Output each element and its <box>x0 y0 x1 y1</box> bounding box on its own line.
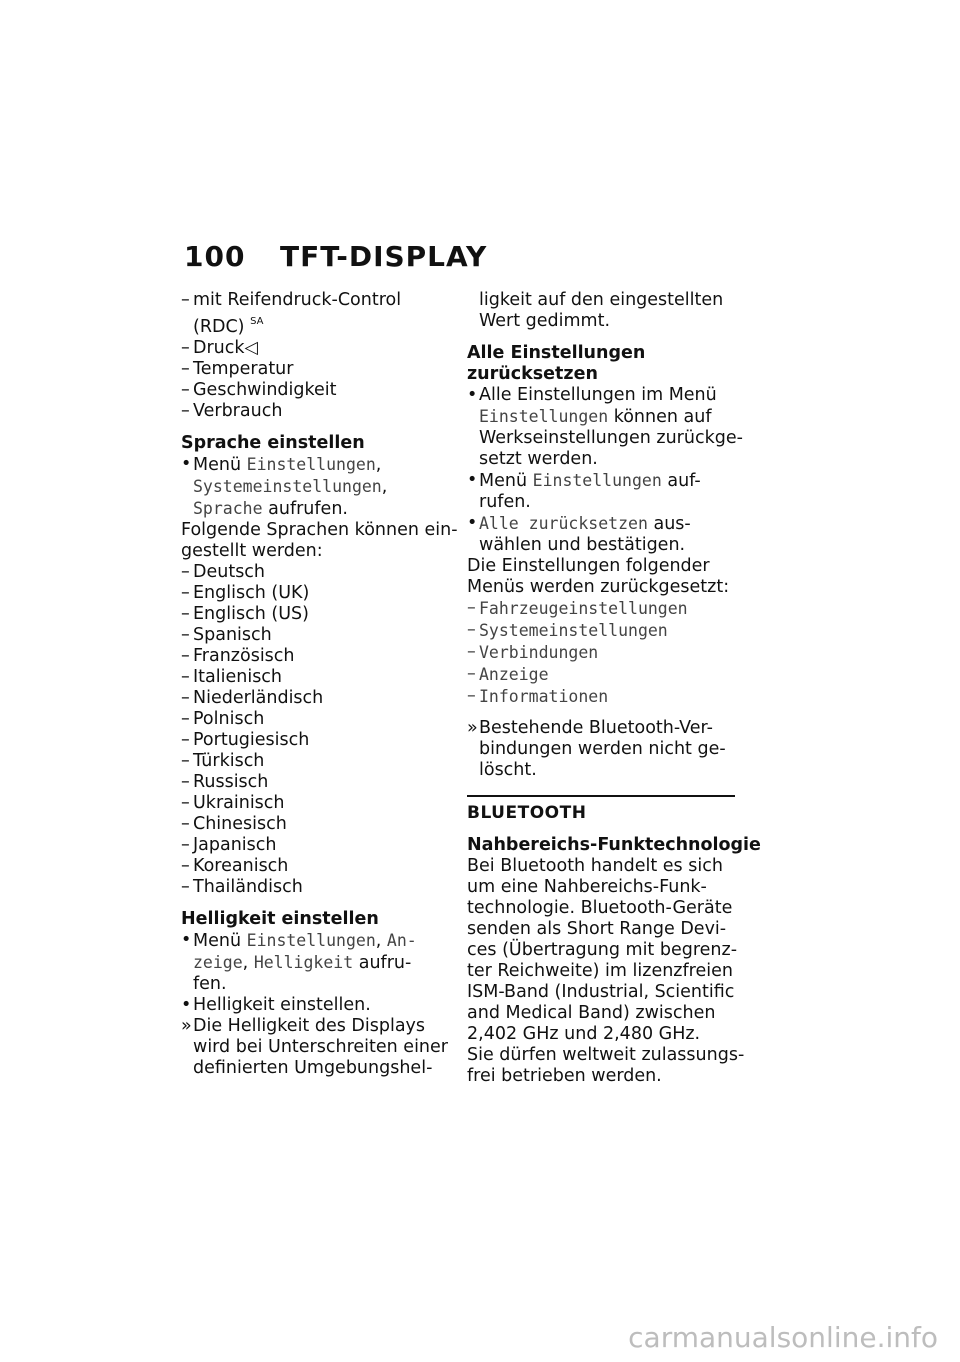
bluetooth-chapter-title: BLUETOOTH <box>467 803 587 823</box>
list-item: – Temperatur <box>181 359 453 380</box>
language-item: – Koreanisch <box>181 856 453 877</box>
paragraph-line: Sie dürfen weltweit zulassungs- <box>467 1045 745 1065</box>
bluetooth-heading: Nahbereichs-Funktechnologie <box>467 835 761 855</box>
reset-menu-item: – Fahrzeugeinstellungen <box>467 598 739 620</box>
language-item: – Chinesisch <box>181 814 453 835</box>
menu-path: Einstellungen <box>246 455 376 474</box>
menu-path: Systemeinstellungen <box>193 477 382 496</box>
menu-path: An- <box>386 931 417 950</box>
sa-marker: SA <box>250 316 264 327</box>
list-item-rdc: – mit Reifendruck-Control <box>181 290 453 311</box>
paragraph-line: ter Reichweite) im lizenzfreien <box>467 961 733 981</box>
reset-step-1: • Alle Einstellungen im Menü <box>467 385 739 406</box>
paragraph-line: and Medical Band) zwischen <box>467 1003 716 1023</box>
paragraph-line: senden als Short Range Devi- <box>467 919 727 939</box>
brightness-step: • Menü Einstellungen, An- <box>181 930 453 952</box>
reset-result: » Bestehende Bluetooth-Ver- <box>467 718 739 739</box>
language-step: • Menü Einstellungen, <box>181 454 453 476</box>
brightness-heading: Helligkeit einstellen <box>181 909 379 929</box>
language-item: – Polnisch <box>181 709 453 730</box>
paragraph-line: ces (Übertragung mit begrenz- <box>467 940 738 960</box>
language-item: – Deutsch <box>181 562 453 583</box>
reset-menu-item: – Systemeinstellungen <box>467 620 739 642</box>
reset-menu-item: – Verbindungen <box>467 642 739 664</box>
paragraph-line: ISM-Band (Industrial, Scientific <box>467 982 735 1002</box>
reset-menu-item: – Anzeige <box>467 664 739 686</box>
right-column: ligkeit auf den eingestellten Wert gedimmt. Alle Einstellungen zurücksetzen • Alle Einstellungen im Menü Einstellungen können auf Werkseinstellungen zurückge- setzt werden. • Menü Einstellungen auf- rufen. • Alle zurücksetzen aus- wählen und bestätigen. Die Einstellungen folgender Menüs werden zurückgesetzt: – Fahrzeugeinstellungen – Systemeinstellungen – Verbindungen – Anzeige – Informationen » Bestehende Bluetooth-Ver- bindungen werden nicht ge- löscht. BLUETOOTH Nahbereichs-Funktechnologie Bei Bluetooth handelt es sich um eine Nahbereichs-Funk- technologie. Bluetooth-Geräte senden als Short Range Devi- ces (Übertragung mit begrenz- ter Reichweite) im lizenzfreien ISM-Band (Industrial, Scientific and Medical Band) zwischen 2,402 GHz und 2,480 GHz. Sie dürfen weltweit zulassungs- frei betrieben werden. <box>467 290 739 1087</box>
language-item: – Ukrainisch <box>181 793 453 814</box>
language-item: – Spanisch <box>181 625 453 646</box>
language-heading: Sprache einstellen <box>181 433 365 453</box>
chapter-divider <box>467 795 735 797</box>
language-item: – Japanisch <box>181 835 453 856</box>
language-item: – Türkisch <box>181 751 453 772</box>
brightness-result-cont: ligkeit auf den eingestellten <box>479 290 724 310</box>
reset-step-2: • Menü Einstellungen auf- <box>467 470 739 492</box>
language-item: – Englisch (UK) <box>181 583 453 604</box>
reset-heading-2: zurücksetzen <box>467 364 598 384</box>
reset-heading: Alle Einstellungen <box>467 343 646 363</box>
menu-path: Einstellungen <box>246 931 376 950</box>
list-item: – Druck◁ <box>181 338 453 359</box>
menu-path: Sprache <box>193 499 263 518</box>
reset-step-3: • Alle zurücksetzen aus- <box>467 513 739 535</box>
paragraph-line: 2,402 GHz und 2,480 GHz. <box>467 1024 701 1044</box>
page-number: 100 <box>184 240 246 273</box>
menu-path: Alle zurücksetzen <box>479 514 648 533</box>
menu-path: Einstellungen <box>479 407 609 426</box>
menu-path: Helligkeit <box>253 953 354 972</box>
brightness-result: » Die Helligkeit des Displays <box>181 1016 453 1037</box>
language-item: – Italienisch <box>181 667 453 688</box>
left-column: – mit Reifendruck-Control (RDC) $^{SA}$ – Druck◁ – Temperatur – Geschwindigkeit – Verbrauch Sprache einstellen • Menü Einstellungen, Systemeinstellungen, Sprache aufrufen. Folgende Sprachen können ein- gestellt werden: – Deutsch – Englisch (UK) – Englisch (US) – Spanisch – Französisch – Italienisch – Niederländisch – Polnisch – Portugiesisch – Türkisch – Russisch – Ukrainisch – Chinesisch – Japanisch – Koreanisch – Thailändisch Helligkeit einstellen • Menü Einstellungen, An- zeige, Helligkeit aufru- fen. • Helligkeit einstellen. » Die Helligkeit des Displays wird bei Unterschreiten einer definierten Umgebungshel- <box>181 290 453 1079</box>
watermark: carmanualsonline.info <box>628 1321 938 1354</box>
language-intro: gestellt werden: <box>181 541 323 561</box>
reset-menu-item: – Informationen <box>467 686 739 708</box>
paragraph-line: technologie. Bluetooth-Geräte <box>467 898 733 918</box>
paragraph-line: frei betrieben werden. <box>467 1066 662 1086</box>
menu-path: Einstellungen <box>532 471 662 490</box>
menu-path: zeige <box>193 953 243 972</box>
reset-intro: Die Einstellungen folgender <box>467 556 710 576</box>
language-item: – Portugiesisch <box>181 730 453 751</box>
list-item-rdc-cont: (RDC) $^{SA}$ <box>193 316 264 337</box>
language-intro: Folgende Sprachen können ein- <box>181 520 458 540</box>
paragraph-line: Bei Bluetooth handelt es sich <box>467 856 723 876</box>
language-item: – Thailändisch <box>181 877 453 898</box>
language-item: – Russisch <box>181 772 453 793</box>
brightness-step-2: • Helligkeit einstellen. <box>181 995 453 1016</box>
list-item: – Geschwindigkeit <box>181 380 453 401</box>
language-item: – Niederländisch <box>181 688 453 709</box>
language-item: – Französisch <box>181 646 453 667</box>
language-item: – Englisch (US) <box>181 604 453 625</box>
section-title: TFT-DISPLAY <box>280 240 488 273</box>
paragraph-line: um eine Nahbereichs-Funk- <box>467 877 707 897</box>
list-item: – Verbrauch <box>181 401 453 422</box>
